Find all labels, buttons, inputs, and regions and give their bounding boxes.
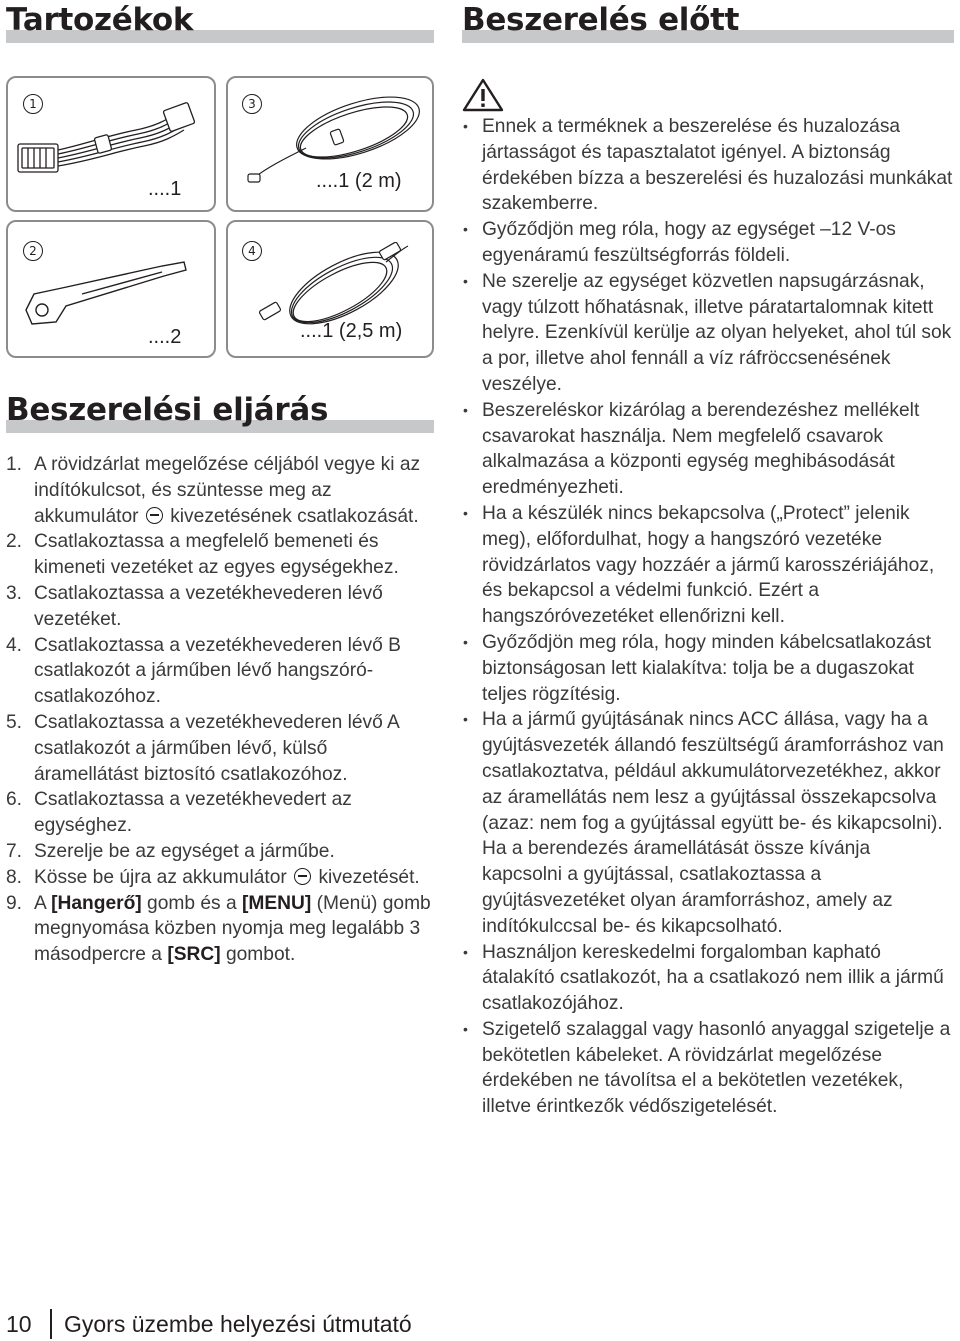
accessory-qty-1: ....1 <box>148 178 182 200</box>
battery-minus-icon <box>294 868 311 885</box>
accessory-qty-2: ....2 <box>148 326 182 348</box>
accessory-qty-4: ....1 (2,5 m) <box>300 320 403 342</box>
wiring-harness-icon <box>16 96 201 186</box>
step-item: 2. Csatlakoztassa a megfelelő bemeneti és kimeneti vezetéket az egyes egységekhez. <box>6 531 399 579</box>
safety-notes-list <box>462 114 954 1120</box>
src-key-label: [SRC] <box>167 944 221 966</box>
list-item: • Ha a jármű gyújtásának nincs ACC állása, vagy ha a gyújtásvezeték állandó feszültségű áramforráshoz van csatlakoztatva, például akkumulátorvezetékhez, akkor az áramellátás nem lesz a gyújtással összekapcsolva (azaz: nem fog a gyújtással együtt be- és kikapcsolni). Ha a berendezés áramellátását össze kívánja kapcsolni a gyújtással, csatlakoztassa a gyújtásvezetéket olyan áramforráshoz, amely az indítókulccsal be- és kikapcsolható. <box>462 707 954 939</box>
step-item: 3. Csatlakoztassa a vezetékhevederen lévő vezetéket. <box>6 582 383 630</box>
accessory-box-extraction-key <box>6 220 216 358</box>
list-item: • Győződjön meg róla, hogy az egységet –12 V-os egyenáramú feszültségforrás földeli. <box>462 217 954 269</box>
accessory-qty-3: ....1 (2 m) <box>316 170 402 192</box>
step-item: 4. Csatlakoztassa a vezetékhevederen lévő B csatlakozót a járműben lévő hangszóró-csatlakozóhoz. <box>6 634 401 708</box>
accessory-number-1: 1 <box>23 94 43 114</box>
step-item: 7. Szerelje be az egységet a járműbe. <box>6 840 335 862</box>
accessories-heading: Tartozékok <box>6 2 434 38</box>
step-item: 8. Kösse be újra az akkumulátor kivezetését. <box>6 866 420 888</box>
list-item: • Ne szerelje az egységet közvetlen napsugárzásnak, vagy túlzott hőhatásnak, illetve páratartalomnak kitett helyre. Ezenkívül kerülje az olyan helyeket, ahol túl sok a por, illetve ahol fennáll a víz ráfröccsenésének veszélye. <box>462 269 954 398</box>
accessory-box-cable-2m <box>226 76 434 212</box>
step-item: 5. Csatlakoztassa a vezetékhevederen lévő A csatlakozót a járműben lévő, külső áramellátást biztosító csatlakozóhoz. <box>6 711 399 785</box>
step-item: 9. A [Hangerő] gomb és a [MENU] (Menü) gomb megnyomása közben nyomja meg legalább 3 másodpercre a [SRC] gombot. <box>6 892 431 966</box>
accessory-number-3: 3 <box>242 94 262 114</box>
warning-triangle-icon <box>462 78 504 112</box>
accessory-number-2: 2 <box>23 241 43 261</box>
coiled-cable-icon <box>246 242 426 332</box>
list-item: • Ennek a terméknek a beszerelése és huzalozása jártasságot és tapasztalatot igényel. A biztonság érdekében bízza a beszerelési és huzalozási munkákat szakemberre. <box>462 114 954 217</box>
footer-divider <box>50 1309 52 1339</box>
procedure-heading: Beszerelési eljárás <box>6 392 434 428</box>
accessory-box-cable-2-5m <box>226 220 434 358</box>
step-item: 6. Csatlakoztassa a vezetékhevedert az egységhez. <box>6 789 352 837</box>
battery-minus-icon <box>146 507 163 524</box>
installation-steps-list <box>6 452 434 968</box>
manual-title: Gyors üzembe helyezési útmutató <box>64 1311 412 1337</box>
list-item: • Beszereléskor kizárólag a berendezéshez mellékelt csavarokat használja. Nem megfelelő csavarok alkalmazása a központi egység meghibásodását eredményezheti. <box>462 398 954 501</box>
extraction-key-icon <box>22 252 192 327</box>
accessory-number-4: 4 <box>242 241 262 261</box>
list-item: • Győződjön meg róla, hogy minden kábelcsatlakozást biztonságosan lett kialakítva: tolja be a dugaszokat teljes rögzítésig. <box>462 630 954 707</box>
list-item: • Ha a készülék nincs bekapcsolva („Protect” jelenik meg), előfordulhat, hogy a hangszóró vezetéke rövidzárlatos vagy hozzáér a jármű karosszériájához, és bekapcsol a védelmi funkció. Ezért a hangszóróvezetéket ellenőrizni kell. <box>462 501 954 630</box>
accessory-box-harness <box>6 76 216 212</box>
volume-key-label: [Hangerő] <box>51 892 142 914</box>
accessories-grid <box>6 76 434 358</box>
before-installation-heading: Beszerelés előtt <box>462 2 954 38</box>
page-number: 10 <box>6 1311 32 1337</box>
list-item: • Használjon kereskedelmi forgalomban kapható átalakító csatlakozót, ha a csatlakozó nem illik a jármű csatlakozójához. <box>462 940 954 1017</box>
menu-key-label: [MENU] <box>242 892 312 914</box>
list-item: • Szigetelő szalaggal vagy hasonló anyaggal szigetelje a bekötetlen kábeleket. A rövidzárlat megelőzése érdekében ne távolítsa el a bekötetlen vezetékek, illetve érintkezők védőszigetelését. <box>462 1017 954 1120</box>
step-item: 1. A rövidzárlat megelőzése céljából vegye ki az indítókulcsot, és szüntesse meg az akkumulátor kivezetésének csatlakozását. <box>6 454 421 527</box>
